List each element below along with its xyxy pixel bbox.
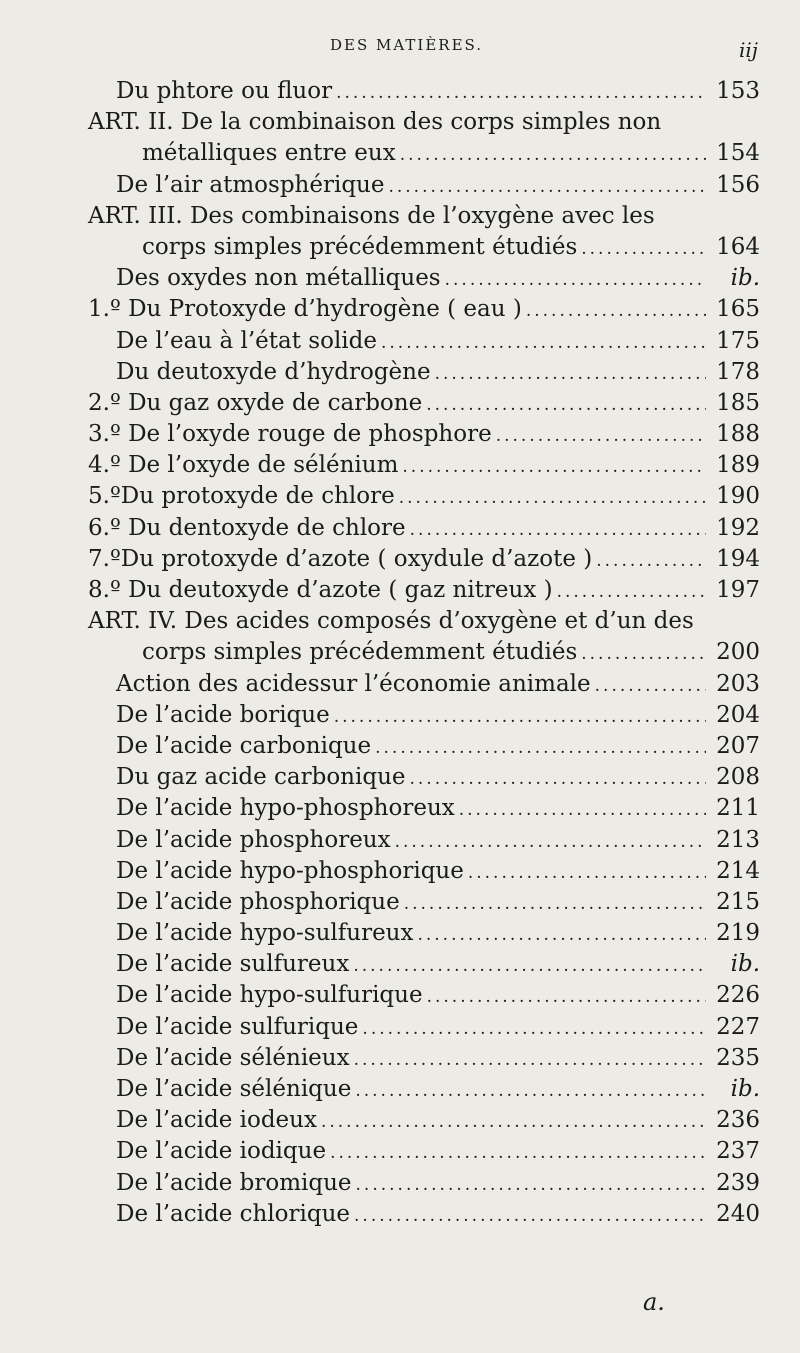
toc-entry xyxy=(0,731,800,762)
toc-entry-page: 236 xyxy=(716,1107,760,1134)
toc-entry xyxy=(0,762,800,793)
toc-entry-page: 197 xyxy=(716,577,760,603)
toc-entry-label: De l’acide hypo-phosphoreux xyxy=(116,795,455,822)
toc-entry-label: De l’acide phosphorique xyxy=(116,888,400,915)
toc-entry xyxy=(0,825,800,856)
toc-entry xyxy=(0,700,800,731)
toc-entry-label: De l’acide hypo-phosphorique xyxy=(116,857,464,884)
toc-entry xyxy=(0,263,800,294)
dot-leader xyxy=(459,795,706,826)
toc-entry xyxy=(0,793,800,824)
toc-entry xyxy=(0,481,800,512)
toc-entry-page: 178 xyxy=(716,358,760,385)
toc-entry-page: 204 xyxy=(716,701,760,728)
toc-entry xyxy=(0,949,800,980)
toc-entry-label: De l’acide sulfureux xyxy=(116,951,350,978)
dot-leader xyxy=(355,1076,706,1107)
dot-leader xyxy=(334,702,706,733)
toc-entry-label: Action des acidessur l’économie animale xyxy=(116,670,591,697)
toc-entry xyxy=(0,544,800,575)
toc-entry-page: 194 xyxy=(716,545,760,572)
toc-entry xyxy=(0,1043,800,1074)
toc-entry xyxy=(0,856,800,887)
toc-entry xyxy=(0,107,800,138)
toc-entry-label: De l’acide iodeux xyxy=(116,1107,317,1134)
dot-leader xyxy=(410,764,707,795)
dot-leader xyxy=(445,265,706,296)
toc-entry-label: De l’acide hypo-sulfureux xyxy=(116,920,414,947)
dot-leader xyxy=(526,296,706,327)
toc-entry xyxy=(0,1074,800,1105)
dot-leader xyxy=(468,858,706,889)
dot-leader xyxy=(336,78,706,109)
toc-entry-label: 6.º Du dentoxyde de chlore xyxy=(88,514,406,541)
toc-entry-label: 5.ºDu protoxyde de chlore xyxy=(88,483,395,510)
toc-entry-page: 165 xyxy=(716,296,760,323)
toc-entry-label: De l’acide chlorique xyxy=(116,1200,351,1227)
toc-entry-label: De l’acide sulfurique xyxy=(116,1013,359,1040)
dot-leader xyxy=(410,515,706,546)
toc-entry-page: 164 xyxy=(716,233,760,260)
toc-entry-label: De l’eau à l’état solide xyxy=(116,327,377,354)
toc-entry-label: De l’air atmosphérique xyxy=(116,171,385,198)
toc-entry-page: 207 xyxy=(716,732,760,759)
toc-entry-page: 237 xyxy=(716,1138,760,1165)
dot-leader xyxy=(375,733,706,764)
toc-entry xyxy=(0,887,800,918)
toc-entry-page: 185 xyxy=(716,389,760,416)
toc-entry-label: 8.º Du deutoxyde d’azote ( gaz nitreux ) xyxy=(88,577,553,603)
toc-entry xyxy=(0,357,800,388)
dot-leader xyxy=(388,172,706,203)
dot-leader xyxy=(557,577,706,608)
toc-entry xyxy=(0,170,800,201)
toc-entry-label: De l’acide phosphoreux xyxy=(116,826,391,853)
toc-entry-page: ib. xyxy=(730,265,760,292)
dot-leader xyxy=(427,982,706,1013)
dot-leader xyxy=(581,639,706,670)
toc-entry-label: corps simples précédemment étudiés xyxy=(142,233,578,260)
toc-entry-page: 211 xyxy=(716,795,760,822)
dot-leader xyxy=(402,452,706,483)
toc-entry xyxy=(0,76,800,107)
dot-leader xyxy=(596,546,706,577)
toc-entry xyxy=(0,1105,800,1136)
toc-entry-page: 203 xyxy=(716,670,760,697)
toc-entry-label: corps simples précédemment étudiés xyxy=(142,639,578,666)
toc-entry-page: 215 xyxy=(716,888,760,915)
toc-entry xyxy=(0,575,800,606)
toc-entry xyxy=(0,1199,800,1230)
dot-leader xyxy=(417,920,706,951)
toc-entry-page: 156 xyxy=(716,171,760,198)
dot-leader xyxy=(496,421,706,452)
dot-leader xyxy=(381,328,706,359)
toc-entry xyxy=(0,669,800,700)
running-title: DES MATIÈRES. xyxy=(330,36,484,54)
toc-entry-label: Du phtore ou fluor xyxy=(116,78,333,104)
dot-leader xyxy=(435,359,706,390)
dot-leader xyxy=(426,390,706,421)
dot-leader xyxy=(400,140,706,171)
dot-leader xyxy=(356,1170,706,1201)
toc-entry-page: 219 xyxy=(716,920,760,947)
toc-entry xyxy=(0,1168,800,1199)
toc-entry-page: 235 xyxy=(716,1044,760,1071)
toc-entry-page: ib. xyxy=(730,951,760,978)
toc-entry xyxy=(0,138,800,169)
page-number: iij xyxy=(739,38,758,62)
toc-entry-label: 3.º De l’oxyde rouge de phosphore xyxy=(88,421,492,448)
toc-entry-label: Des oxydes non métalliques xyxy=(116,265,441,292)
toc-entry xyxy=(0,294,800,325)
toc-entry-label: De l’acide bromique xyxy=(116,1169,352,1196)
dot-leader xyxy=(581,234,706,265)
toc-entry-label: ART. IV. Des acides composés d’oxygène et d’un des xyxy=(88,608,694,635)
toc-entry-page: 239 xyxy=(716,1169,760,1196)
dot-leader xyxy=(354,1201,706,1232)
toc-entry-label: métalliques entre eux xyxy=(142,140,396,167)
dot-leader xyxy=(362,1014,706,1045)
toc-entry-label: 4.º De l’oxyde de sélénium xyxy=(88,452,399,479)
toc-entry-label: 1.º Du Protoxyde d’hydrogène ( eau ) xyxy=(88,296,522,323)
toc-entry-page: 213 xyxy=(716,826,760,853)
toc-entry-label: De l’acide borique xyxy=(116,701,330,728)
toc-entry-label: 7.ºDu protoxyde d’azote ( oxydule d’azote ) xyxy=(88,545,593,572)
toc-entry xyxy=(0,637,800,668)
toc-entry-page: 208 xyxy=(716,764,760,791)
dot-leader xyxy=(321,1107,706,1138)
toc-entry-label: ART. II. De la combinaison des corps simples non xyxy=(88,109,662,136)
toc-entry-label: De l’acide iodique xyxy=(116,1138,327,1165)
toc-entry xyxy=(0,326,800,357)
toc-entry-label: De l’acide carbonique xyxy=(116,732,372,759)
toc-entry-page: 192 xyxy=(716,514,760,541)
toc-entry-label: De l’acide sélénique xyxy=(116,1076,352,1102)
toc-entry-label: Du gaz acide carbonique xyxy=(116,764,406,791)
toc-entry-label: 2.º Du gaz oxyde de carbone xyxy=(88,389,423,416)
dot-leader xyxy=(353,951,706,982)
dot-leader xyxy=(399,483,706,514)
dot-leader xyxy=(595,671,706,702)
toc-entry xyxy=(0,201,800,232)
toc-entry-page: ib. xyxy=(730,1076,760,1102)
running-head xyxy=(0,36,800,60)
toc-entry-page: 227 xyxy=(716,1013,760,1040)
toc-entry-page: 175 xyxy=(716,327,760,354)
dot-leader xyxy=(354,1045,706,1076)
toc-entry xyxy=(0,1136,800,1167)
signature-mark: a. xyxy=(643,1288,665,1316)
toc-entry xyxy=(0,980,800,1011)
dot-leader xyxy=(404,889,706,920)
dot-leader xyxy=(330,1138,706,1169)
toc-entry-page: 226 xyxy=(716,982,760,1009)
toc-entry xyxy=(0,419,800,450)
toc-entry xyxy=(0,918,800,949)
toc-entry-label: De l’acide hypo-sulfurique xyxy=(116,982,423,1009)
toc-entry xyxy=(0,513,800,544)
toc-entry-page: 188 xyxy=(716,421,760,448)
toc-entry-page: 153 xyxy=(716,78,760,104)
toc-entry-page: 240 xyxy=(716,1200,760,1227)
toc-entry-label: Du deutoxyde d’hydrogène xyxy=(116,358,431,385)
toc-entry xyxy=(0,232,800,263)
dot-leader xyxy=(395,827,706,858)
toc-entry xyxy=(0,388,800,419)
toc-entry-label: ART. III. Des combinaisons de l’oxygène avec les xyxy=(88,202,655,229)
toc-entry-page: 190 xyxy=(716,483,760,510)
toc-entry xyxy=(0,450,800,481)
toc-entry-page: 189 xyxy=(716,452,760,479)
table-of-contents xyxy=(0,76,800,1230)
toc-entry-page: 154 xyxy=(716,140,760,167)
toc-entry xyxy=(0,606,800,637)
toc-entry-page: 214 xyxy=(716,857,760,884)
toc-entry xyxy=(0,1012,800,1043)
toc-entry-label: De l’acide sélénieux xyxy=(116,1044,350,1071)
toc-entry-page: 200 xyxy=(716,639,760,666)
